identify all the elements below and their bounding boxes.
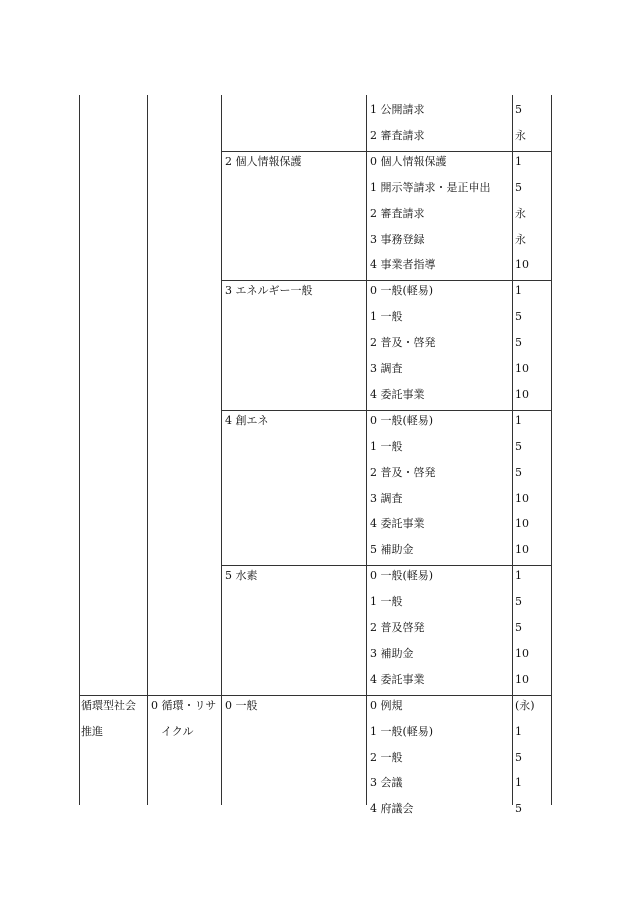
table-cell-c4: 0 一般(軽易) bbox=[370, 414, 434, 427]
table-cell-c3: 0 一般 bbox=[225, 699, 258, 712]
table-cell-c5: 10 bbox=[515, 647, 529, 660]
table-cell-c4: 0 例規 bbox=[370, 699, 403, 712]
table-cell-c4: 2 普及啓発 bbox=[370, 621, 425, 634]
column-rule-0 bbox=[79, 95, 80, 805]
table-cell-c5: 永 bbox=[515, 233, 526, 246]
table-cell-c5: 5 bbox=[515, 103, 522, 116]
section-rule bbox=[221, 565, 552, 566]
table-cell-c5: 5 bbox=[515, 802, 522, 815]
table-cell-c4: 1 一般 bbox=[370, 595, 403, 608]
column-rule-4 bbox=[512, 95, 513, 805]
table-cell-c5: 10 bbox=[515, 258, 529, 271]
table-cell-c5: 1 bbox=[515, 725, 522, 738]
column-rule-2 bbox=[221, 95, 222, 805]
table-cell-c4: 4 委託事業 bbox=[370, 517, 425, 530]
table-cell-c5: 10 bbox=[515, 543, 529, 556]
table-cell-c5: 5 bbox=[515, 751, 522, 764]
table-cell-c4: 4 府議会 bbox=[370, 802, 414, 815]
table-cell-c4: 0 一般(軽易) bbox=[370, 569, 434, 582]
table-cell-c5: 1 bbox=[515, 155, 522, 168]
table-cell-c3: 4 創エネ bbox=[225, 414, 269, 427]
table-cell-c5: 永 bbox=[515, 129, 526, 142]
table-cell-c5: 10 bbox=[515, 517, 529, 530]
table-cell-c4: 3 事務登録 bbox=[370, 233, 425, 246]
table-cell-c4: 4 事業者指導 bbox=[370, 258, 436, 271]
table-cell-c4: 2 審査請求 bbox=[370, 207, 425, 220]
table-cell-c3: 2 個人情報保護 bbox=[225, 155, 302, 168]
column-rule-1 bbox=[147, 95, 148, 805]
table-cell-c2: 0 循環・リサ bbox=[151, 699, 217, 712]
table-cell-c4: 2 一般 bbox=[370, 751, 403, 764]
column-rule-3 bbox=[366, 95, 367, 805]
table-cell-c2: イクル bbox=[161, 725, 194, 738]
table-cell-c1: 循環型社会 bbox=[81, 699, 136, 712]
table-cell-c4: 3 補助金 bbox=[370, 647, 414, 660]
table-cell-c5: 1 bbox=[515, 776, 522, 789]
table-cell-c4: 0 個人情報保護 bbox=[370, 155, 447, 168]
table-cell-c4: 4 委託事業 bbox=[370, 388, 425, 401]
section-rule bbox=[221, 280, 552, 281]
table-cell-c5: 5 bbox=[515, 310, 522, 323]
table-cell-c5: 1 bbox=[515, 284, 522, 297]
table-cell-c4: 1 公開請求 bbox=[370, 103, 425, 116]
table-cell-c4: 5 補助金 bbox=[370, 543, 414, 556]
table-cell-c4: 3 会議 bbox=[370, 776, 403, 789]
table-cell-c1: 推進 bbox=[81, 725, 103, 738]
section-rule bbox=[221, 410, 552, 411]
table-cell-c5: 永 bbox=[515, 207, 526, 220]
table-cell-c5: 5 bbox=[515, 466, 522, 479]
table-cell-c4: 1 開示等請求・是正申出 bbox=[370, 181, 491, 194]
table-cell-c5: 10 bbox=[515, 673, 529, 686]
table-cell-c5: 1 bbox=[515, 569, 522, 582]
table-cell-c5: 10 bbox=[515, 388, 529, 401]
table-cell-c5: 5 bbox=[515, 440, 522, 453]
table-cell-c4: 3 調査 bbox=[370, 492, 403, 505]
table-cell-c4: 2 普及・啓発 bbox=[370, 336, 436, 349]
table-cell-c3: 5 水素 bbox=[225, 569, 258, 582]
table-cell-c4: 2 審査請求 bbox=[370, 129, 425, 142]
column-rule-5 bbox=[551, 95, 552, 805]
table-cell-c5: 10 bbox=[515, 362, 529, 375]
table-cell-c5: 5 bbox=[515, 181, 522, 194]
table-cell-c4: 1 一般 bbox=[370, 310, 403, 323]
table-cell-c5: 10 bbox=[515, 492, 529, 505]
table-cell-c4: 3 調査 bbox=[370, 362, 403, 375]
table-cell-c5: 5 bbox=[515, 595, 522, 608]
section-rule bbox=[79, 695, 552, 696]
table-cell-c4: 4 委託事業 bbox=[370, 673, 425, 686]
table-cell-c4: 1 一般(軽易) bbox=[370, 725, 434, 738]
table-cell-c4: 1 一般 bbox=[370, 440, 403, 453]
table-cell-c5: 5 bbox=[515, 621, 522, 634]
table-cell-c3: 3 エネルギー一般 bbox=[225, 284, 313, 297]
table-cell-c5: (永) bbox=[515, 699, 535, 712]
section-rule bbox=[221, 151, 552, 152]
table-cell-c5: 1 bbox=[515, 414, 522, 427]
table-cell-c5: 5 bbox=[515, 336, 522, 349]
table-cell-c4: 0 一般(軽易) bbox=[370, 284, 434, 297]
table-cell-c4: 2 普及・啓発 bbox=[370, 466, 436, 479]
